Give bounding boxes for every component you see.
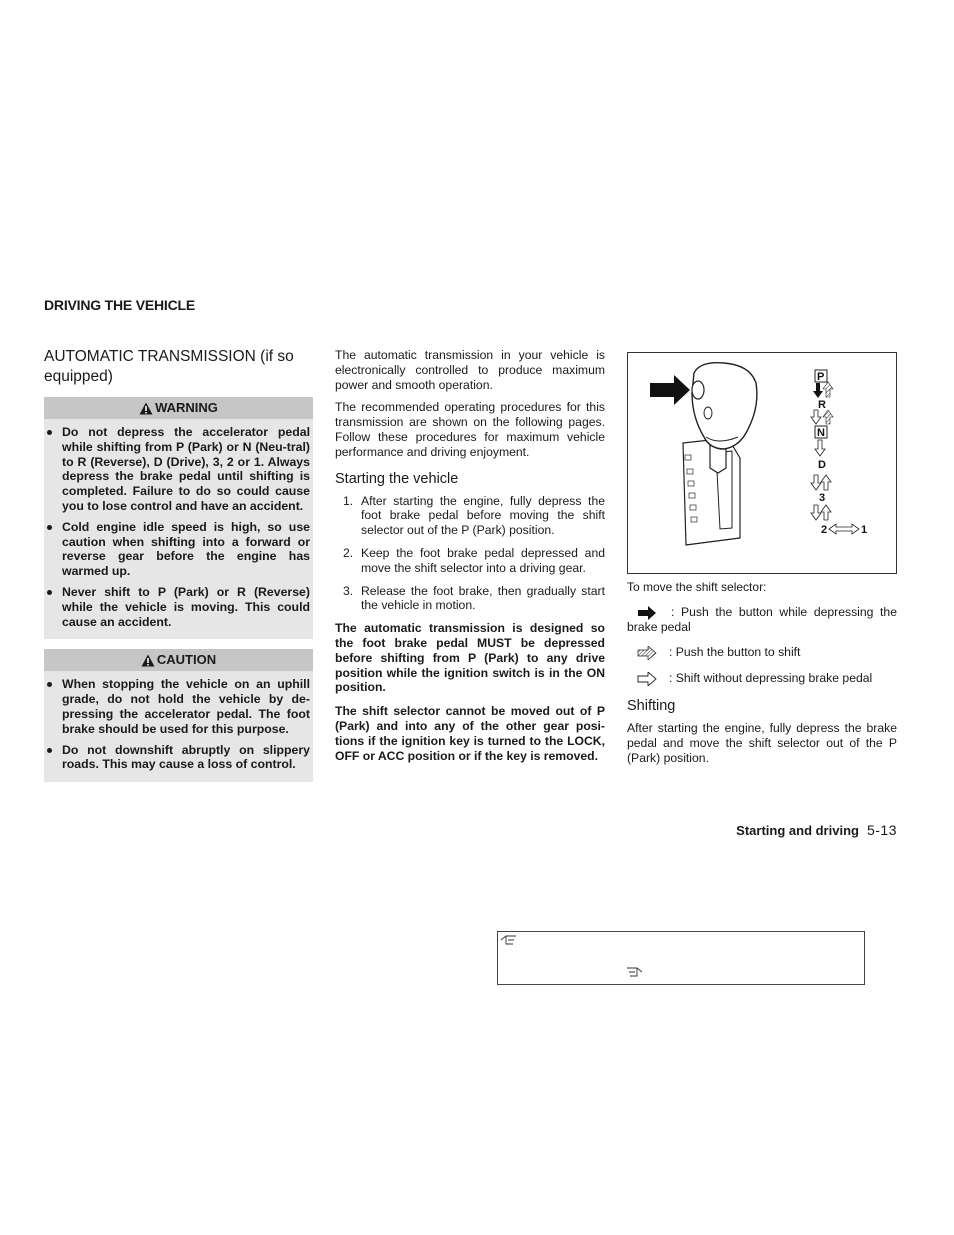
gear-D: D xyxy=(818,459,826,471)
caution-item: When stopping the vehicle on an uphill grade, do not hold the vehicle by de-pressing the accelerator pedal. The foot brake should be used for this purpose. xyxy=(44,677,310,736)
page-footer xyxy=(736,822,897,838)
column-right xyxy=(627,352,897,773)
gear-3: 3 xyxy=(819,492,826,504)
warning-item: Cold engine idle speed is high, so use caution when shifting into a forward or reverse gear before the engine has warmed up. xyxy=(44,520,310,579)
shift-lock-note: The shift selector cannot be moved out of P (Park) and into any of the other gear posi-tions if the ignition key is turned to the LOCK, OFF or ACC position or if the key is removed. xyxy=(335,704,605,763)
section-heading: DRIVING THE VEHICLE xyxy=(44,297,195,313)
warning-triangle-icon xyxy=(139,402,153,415)
caution-item: Do not downshift abruptly on slippery roads. This may cause a loss of control. xyxy=(44,743,310,773)
caution-label: CAUTION xyxy=(156,652,217,668)
gear-2: 2 xyxy=(821,524,828,536)
figure-caption: To move the shift selector: xyxy=(627,580,767,594)
warning-box xyxy=(44,397,313,639)
warning-header xyxy=(44,397,313,419)
pointing-hand-icon xyxy=(500,934,518,946)
column-middle xyxy=(335,348,605,772)
column-left xyxy=(44,347,313,792)
shift-selector-diagram xyxy=(628,353,896,573)
legend-solid: : Push the button while depressing the brake pedal xyxy=(627,604,897,634)
brake-pedal-note: The automatic transmission is designed so the foot brake pedal MUST be depressed before shifting from P (Park) to any drive position while the ignition switch is in the ON position. xyxy=(335,621,605,695)
caution-header xyxy=(44,649,313,671)
outline-arrow-icon xyxy=(637,672,657,686)
gear-N: N xyxy=(817,427,825,439)
intro-paragraph: The automatic transmission in your vehicle is electronically controlled to produce maximum power and smooth operation. xyxy=(335,348,605,392)
caution-triangle-icon xyxy=(141,654,155,667)
legend-outline: : Shift without depressing brake pedal xyxy=(627,671,897,686)
warning-label: WARNING xyxy=(155,400,218,415)
shifting-paragraph: After starting the engine, fully depress the brake pedal and move the shift selector out of the P (Park) position. xyxy=(627,720,897,765)
shifting-heading: Shifting xyxy=(627,697,676,714)
starting-vehicle-heading: Starting the vehicle xyxy=(335,470,459,487)
step-item: 3. Release the foot brake, then gradually start the vehicle in motion. xyxy=(343,583,605,613)
gear-1: 1 xyxy=(861,524,868,536)
warning-item: Do not depress the accelerator pedal while shifting from P (Park) or N (Neu-tral) to R (Reverse), D (Drive), 3, 2 or 1. Always depress the brake pedal until shifting is completed. Failure to do so could cause you to lose control and have an accident. xyxy=(44,425,310,514)
step-item: 2. Keep the foot brake pedal depressed and move the shift selector into a driving gear. xyxy=(343,545,605,575)
page-number: 5-13 xyxy=(866,822,897,838)
chapter-title: Starting and driving xyxy=(736,823,859,838)
gear-R: R xyxy=(818,399,826,411)
pointing-hand-icon xyxy=(625,966,643,978)
step-item: 1. After starting the engine, fully depress the foot brake pedal before moving the shift selector out of the P (Park) position. xyxy=(343,493,605,538)
hatched-arrow-icon xyxy=(637,646,657,660)
transmission-title: AUTOMATIC TRANSMISSION (if so equipped) xyxy=(44,348,294,385)
caution-box xyxy=(44,649,313,782)
gear-P: P xyxy=(817,371,825,383)
reference-box xyxy=(497,931,865,985)
push-arrow-icon xyxy=(650,375,690,405)
legend-hatched: : Push the button to shift xyxy=(627,645,897,660)
solid-arrow-icon xyxy=(637,606,657,620)
starting-steps-list xyxy=(335,494,605,614)
warning-item: Never shift to P (Park) or R (Reverse) while the vehicle is moving. This could cause an accident. xyxy=(44,585,310,629)
shift-selector-figure xyxy=(627,352,897,574)
procedure-paragraph: The recommended operating procedures for this transmission are shown on the following pages. Follow these procedures for maximum vehicle performance and driving enjoyment. xyxy=(335,400,605,459)
